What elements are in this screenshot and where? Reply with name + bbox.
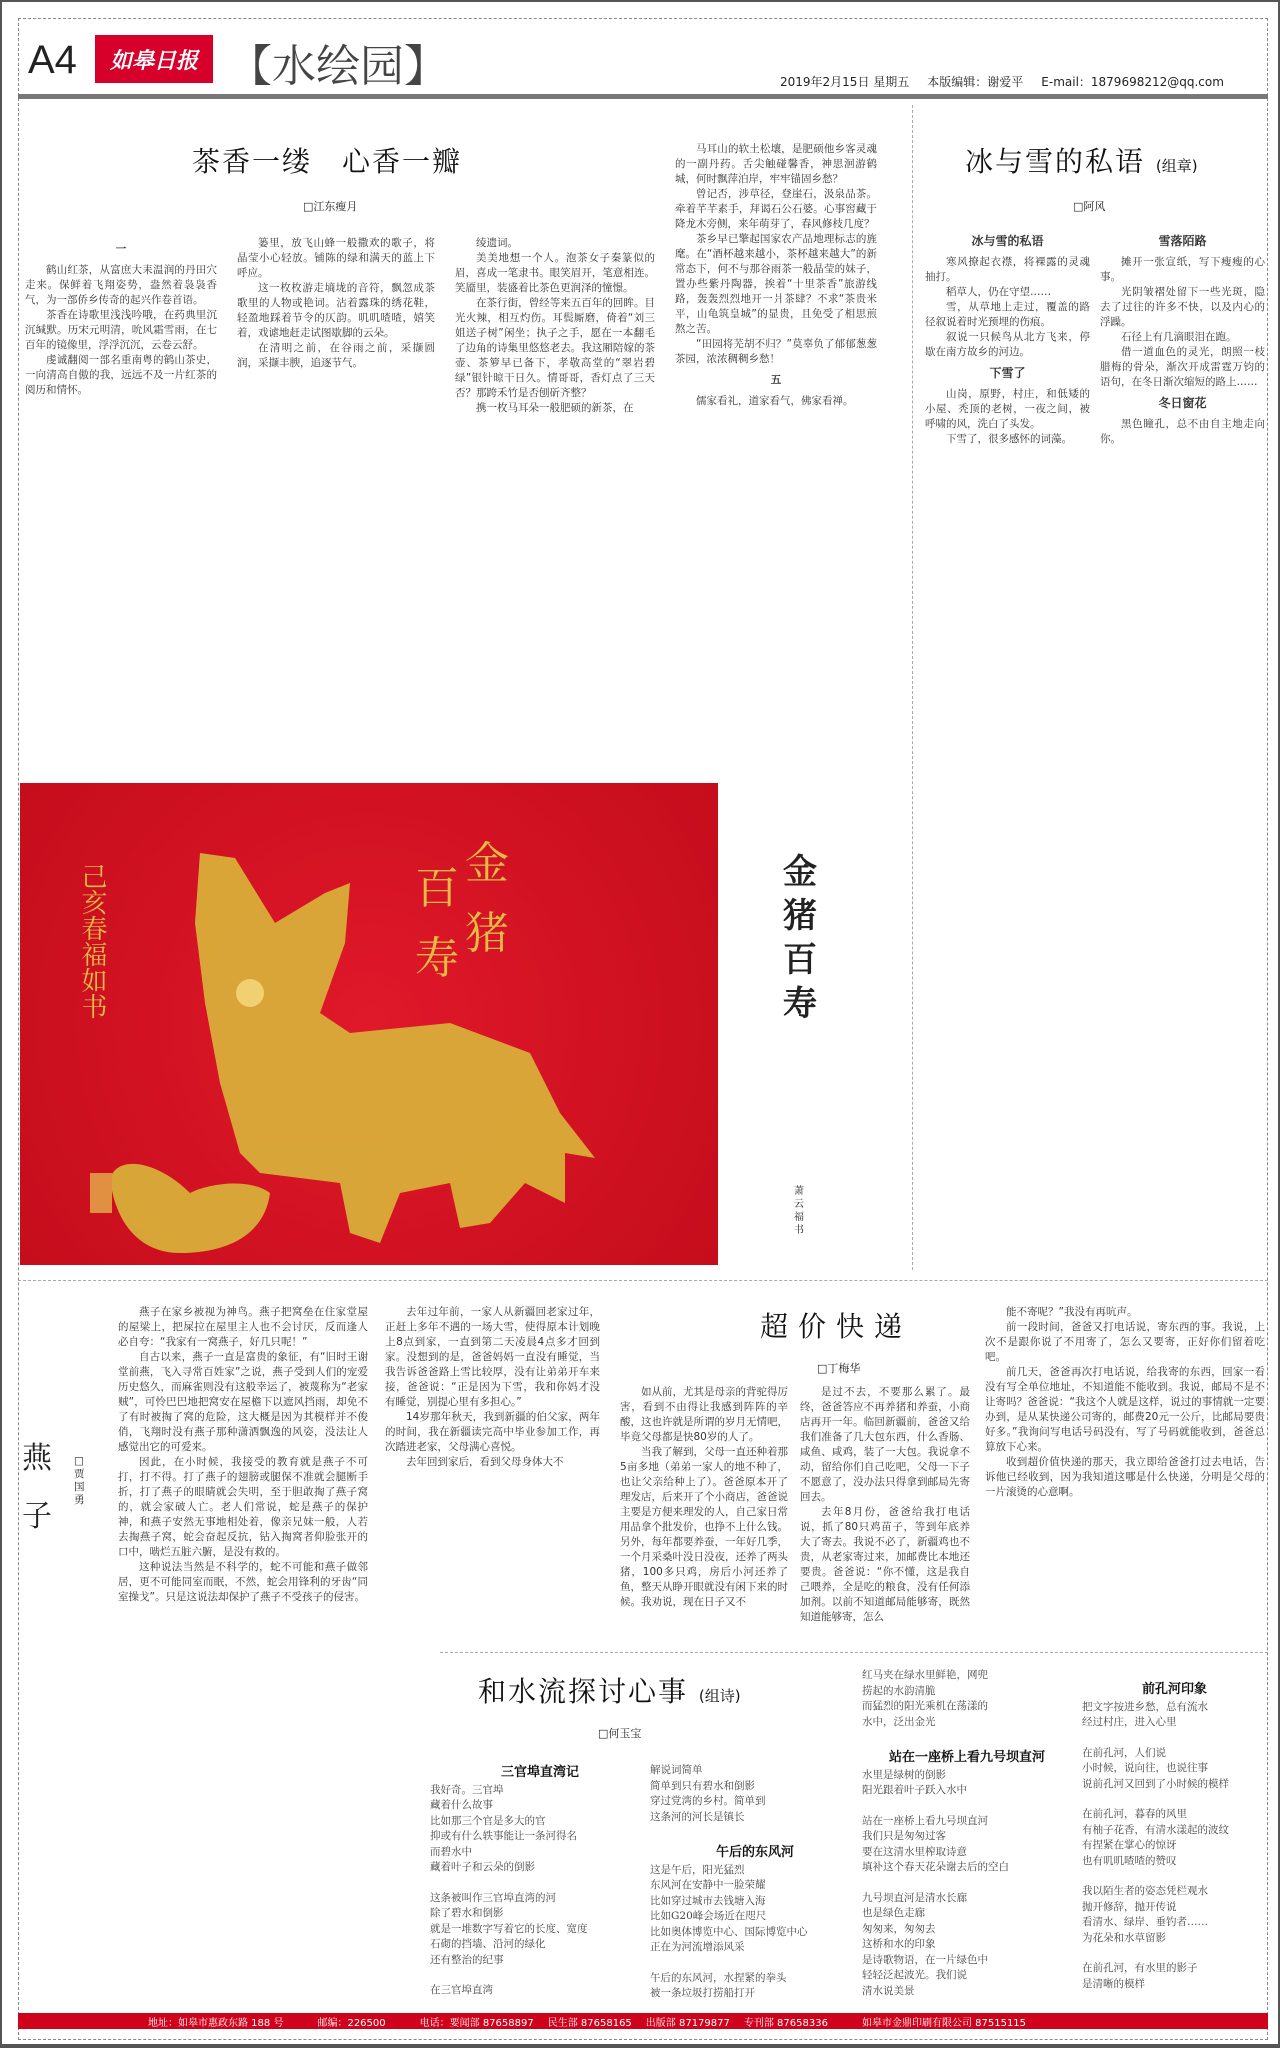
poem-line: 正在为河流增添风采 [650, 1941, 745, 1953]
poem-line: 这条河的河长是镇长 [650, 1810, 745, 1823]
poem-column-3 [862, 1668, 1072, 2013]
paragraph: 14岁那年秋天，我到新疆的伯父家，两年的时间，我在新疆读完高中毕业参加工作，再次踏进老家，父母满心喜悦。 [385, 1411, 600, 1453]
tea-column-4 [675, 142, 877, 736]
poem-line: 除了碧水和倒影 [430, 1907, 504, 1919]
footer-zhuankan: 专刊部 87658336 [743, 2017, 828, 2029]
poem-line: 有捏紧在掌心的惊讶 [1082, 1839, 1177, 1851]
paragraph: 茶乡早已擎起国家农产品地理标志的旌麾。在“酒杯越来越小，茶杯越来越大”的新常态下，何不与那谷雨茶一般晶莹的妹子，置办些紫丹陶器，挨着“十里茶香”旅游线路，轰轰烈烈地开一爿茶肆？不求“茶贵米平，山龟筑皇城”的显贵，且免受了相思煎熬之苦。 [675, 233, 877, 335]
paragraph: 燕子在家乡被视为神鸟。燕子把窝垒在住家堂屋的屋梁上，把屎拉在屋里主人也不会讨厌，反而逢人必自夸：“我家有一窝燕子，好几只呢！” [118, 1306, 368, 1348]
article-title-ice [965, 140, 1198, 180]
pig-illustration [20, 783, 718, 1265]
poem-line: 午后的东风河，水捏紧的拳头 [650, 1971, 787, 1984]
subheading: 冬日窗花 [1158, 396, 1207, 410]
section-divider-2 [440, 1652, 1268, 1653]
article-title-express: 超价快递 [760, 1310, 913, 1343]
footer-bar [18, 2013, 1268, 2029]
poem [430, 1765, 650, 1999]
poem-line: 小时候，说向往，也说往事 [1082, 1762, 1208, 1774]
red-seal [90, 1173, 112, 1213]
poem-line: 也有叽叽喳喳的赞叹 [1082, 1854, 1177, 1867]
paragraph: 前一段时间，爸爸又打电话说，寄东西的事。我说，上次不是跟你说了不用寄了，怎么又要寄，正好你们留着吃吧。 [985, 1321, 1265, 1363]
paragraph: 这一枚枚游走墒垅的音符，飘忽成茶歌里的人物或艳词。沾着露珠的绣花鞋，轻盈地踩着节令的仄韵。叽叽喳喳，嬉笑着，戏谑地赶走试图歇脚的云朵。 [237, 282, 435, 339]
poem-line: 东风河在安静中一脸荣耀 [650, 1879, 766, 1891]
article-title-river [478, 1670, 741, 1710]
paragraph: 借一道血色的灵光，朗照一枝腊梅的骨朵，渐次开成雷霆万钧的语句，在冬日渐次缩短的路上…… [1100, 346, 1265, 388]
footer-printer: 如皋市金鼎印刷有限公司 87515115 [861, 2017, 1027, 2029]
poem [862, 1750, 1072, 1999]
column-divider [912, 105, 913, 1270]
paragraph: 如从前，尤其是母亲的背驼得厉害，看到不由得让我感到阵阵的辛酸，这也许就是所谓的岁月无情吧，毕竟父母都是快80岁的人了。 [620, 1386, 788, 1443]
poem [650, 1763, 860, 1825]
footer-chuban: 出版部 87179877 [645, 2017, 730, 2029]
paragraph: 寒风撩起衣襟，将裸露的灵魂抽打。 [925, 256, 1090, 283]
paragraph: 黑色瞳孔，总不由自主地走向你。 [1100, 418, 1265, 445]
poem-line: 而猛烈的阳光乘机在荡漾的 [862, 1700, 988, 1712]
poem-line: 九号坝直河是清水长廊 [862, 1891, 967, 1904]
footer-address: 地址：如皋市惠政东路 188 号 [148, 2017, 284, 2029]
title-text: 冰与雪的私语 [965, 145, 1146, 178]
poem-line: 比如那三个官是多大的官 [430, 1814, 546, 1827]
masthead-meta [780, 73, 1224, 90]
paragraph: 马耳山的软土松壤，是肥硕他乡客灵魂的一副丹药。舌尖触碰馨香，神思洄游鹤城，何时飘萍泊岸，牢牢锚固乡愁？ [675, 143, 877, 185]
title-tag: (组章) [1155, 157, 1198, 175]
poem-line: 在三官埠直湾 [430, 1984, 493, 1996]
poem-line: 水中，泛出金光 [862, 1715, 936, 1728]
issue-date: 2019年2月15日 星期五 [780, 75, 910, 89]
byline-tea: □江东瘦月 [303, 200, 358, 213]
section-title: 【水绘园】 [228, 41, 448, 92]
article-title-tea: 茶香一缕 心香一瓣 [192, 145, 463, 178]
email: E-mail：1879698212@qq.com [1041, 75, 1224, 89]
poem-line: 捞起的水韵清脆 [862, 1684, 936, 1697]
poem-title: 午后的东风河 [715, 1845, 794, 1860]
express-column-4 [985, 1305, 1265, 1625]
poem-line: 阳光跟着叶子跃入水中 [862, 1784, 967, 1796]
paragraph: 这种说法当然是不科学的，蛇不可能和燕子做邻居，更不可能同室而眠，不然，蛇会用锋利的牙齿“同室操戈”。只是这说法却保护了燕子不受孩子的侵害。 [118, 1561, 368, 1603]
section-number: 一 [115, 243, 127, 255]
poem-line: 说前孔河又回到了小时候的模样 [1082, 1777, 1229, 1790]
subheading: 冰与雪的私语 [971, 234, 1044, 248]
paragraph: 能不寄呢？”我没有再吭声。 [1006, 1306, 1138, 1318]
poem-line: 把文字按进乡愁，总有流水 [1082, 1700, 1208, 1713]
stanza-break [1082, 1792, 1267, 1807]
ice-column-right [1100, 228, 1265, 1268]
poem-line: 穿过党湾的乡村。简单到 [650, 1795, 766, 1807]
footer-minsheng: 民生部 87658165 [547, 2017, 632, 2029]
express-column-3 [800, 1385, 970, 1625]
paragraph: 稻草人，仍在守望…… [946, 286, 1051, 298]
subheading: 雪落陌路 [1158, 234, 1207, 248]
stanza-break [430, 1968, 650, 1983]
express-column-1 [385, 1305, 600, 1650]
footer-postcode: 邮编：226500 [317, 2017, 386, 2029]
title-text: 和水流探讨心事 [478, 1675, 689, 1708]
poem-line: 这条被叫作三官埠直湾的河 [430, 1891, 556, 1904]
tea-column-3 [455, 236, 655, 736]
poem-line: 比如G20峰会场近在咫尺 [650, 1910, 767, 1922]
paragraph: 虔诚翻阅一部名重南粤的鹤山茶史，一向清高自傲的我，远远不及一片红茶的阅历和情怀。 [25, 354, 217, 396]
paragraph: 篓里，放飞山蜂一般撒欢的歌子，将晶莹小心轻放。铺陈的绿和满天的蓝上下呼应。 [237, 237, 435, 279]
poem-column-1 [430, 1763, 650, 2013]
header-rule [18, 94, 1268, 99]
paragraph: 茶香在诗歌里浅浅吟哦，在药典里沉沉缄默。历宋元明清，吮风霜雪雨，在七百年的镜像里，浮浮沉沉，云卷云舒。 [25, 309, 217, 351]
inscription-main-3: 猪 [465, 908, 509, 959]
stanza-break [430, 1876, 650, 1891]
poem [1082, 1682, 1267, 1992]
poem-line: 石砌的挡墙、沿河的绿化 [430, 1938, 546, 1950]
paragraph: “田园将芜胡不归？”莫辜负了郁郁葱葱茶园，浓浓稠稠乡愁！ [675, 338, 877, 365]
poem-line: 抑或有什么轶事能让一条河得名 [430, 1830, 577, 1842]
paragraph: 是过不去，不要那么累了。最终，爸爸答应不再养猪和养蚕，小商店再开一年。临回新疆前，爸爸又给我们准备了几大包东西，什么香肠、咸鱼、咸鸡，装了一大包。我说拿不动，留给你们自己吃吧，父母一下子不愿意了，没办法只得拿到邮局先寄回去。 [800, 1386, 970, 1503]
poem-line: 水里是绿树的倒影 [862, 1768, 946, 1781]
poem-line: 在前孔河，有水里的影子 [1082, 1962, 1198, 1974]
poem-line: 为花朵和水草留影 [1082, 1931, 1166, 1944]
poem-line: 有柚子花香，有清水漾起的波纹 [1082, 1823, 1229, 1836]
inscription-main-2: 百 [415, 863, 459, 914]
poem-title: 站在一座桥上看九号坝直河 [888, 1750, 1045, 1765]
paragraph: 当我了解到，父母一直还种着那5亩多地（弟弟一家人的地不种了，也让父亲给种上了）。爸爸原本开了理发店，后来开了个小商店，爸爸说主要是方便来理发的人，自己家日常用品拿个批发价，也挣不上什么钱。另外，每年都要养蚕，一年好几季，一个月采桑叶没日没夜，还养了两头猪，100多只鸡，房后小河还养了鱼，整天从睁开眼就没有闲下来的时候。我劝说，现在日子又不 [620, 1446, 788, 1608]
paragraph: 收到超价值快递的那天，我立即给爸爸打过去电话，告诉他已经收到，因为我知道这哪是什么快递，分明是父母的一片滚烫的心意啊。 [985, 1456, 1265, 1498]
pig-snout [236, 979, 264, 1007]
paragraph: 去年8月份，爸爸给我打电话说，抓了80只鸡苗子，等到年底养大了寄去。我说不必了，新疆鸡也不贵，从老家寄过来，加邮费比本地还要贵。爸爸说：“你不懂，这是我自己喂养，全是吃的粮食，没有任何添加剂。以前不知道邮局能够寄，既然知道能够寄，怎么 [800, 1506, 970, 1623]
title-tag: (组诗) [698, 1687, 741, 1705]
poem-title: 三官埠直湾记 [500, 1765, 579, 1780]
inscription-main-1: 金 [465, 838, 509, 889]
section-number: 五 [770, 374, 782, 386]
poem-line: 还有整治的纪事 [430, 1953, 504, 1966]
inscription-main-4: 寿 [415, 933, 459, 984]
poem-line: 匆匆来，匆匆去 [862, 1922, 936, 1935]
article-title-swallow: 燕子 [22, 1441, 52, 1534]
byline-ice: □阿风 [1073, 200, 1106, 213]
paragraph: 曾记否，涉草径，登崖石，汲泉品茶。牵着芊芊素手，拜谒石公石婆。心事窖藏于降龙木旁侧，来年萌芽了，春风修枝几度？ [675, 188, 877, 230]
paragraph: 儒家看礼，道家看气，佛家看禅。 [696, 395, 854, 407]
stanza-break [1082, 1731, 1267, 1746]
poem-line: 藏着叶子和云朵的倒影 [430, 1861, 535, 1873]
paragraph: 携一枚马耳朵一般肥硕的新茶，在 [476, 402, 634, 414]
tea-column-2 [237, 236, 435, 736]
poem-line: 轻轻泛起波光。我们说 [862, 1969, 967, 1981]
paragraph: 雪，从草地上走过，覆盖的路径叙说着时光预埋的伤痕。 [925, 301, 1090, 328]
inscription-side: 己亥春福如书 [77, 863, 107, 1019]
poem-line: 清水说美景 [862, 1984, 915, 1997]
poem-line: 被一条垃圾打捞船打开 [650, 1987, 755, 1999]
paragraph: 美美地想一个人。泡茶女子秦篆似的眉，喜成一笔隶书。眼笑眉开，笔意相连。笑靥里，装盛着比茶色更润泽的憧憬。 [455, 252, 655, 294]
poem-line: 是诗歌物语，在一片绿色中 [862, 1953, 988, 1966]
poem-line: 抛开修辞，抛开传说 [1082, 1900, 1177, 1913]
poem-line: 这是午后，阳光猛烈 [650, 1863, 745, 1876]
swallow-column [118, 1305, 368, 2010]
poem-line: 比如穿过城市去钱塘入海 [650, 1894, 766, 1907]
section-divider [18, 1280, 1268, 1281]
ice-column-left [925, 228, 1090, 1268]
artwork-credit: 萧云福书 [794, 1186, 804, 1236]
paragraph: 去年过年前，一家人从新疆回老家过年，正赶上多年不遇的一场大雪，使得原本计划晚上8点到家，一直到第二天凌晨4点多才回到家。没想到的是，爸爸妈妈一直没有睡觉，当我告诉爸爸路上雪比较厚，没有让弟弟开车来接，爸爸说：“正是因为下雪，我和你妈才没有睡觉，别提心里有多担心。” [385, 1306, 600, 1408]
paragraph: 下雪了，很多感怀的词藻。 [946, 433, 1072, 445]
paragraph: 前几天，爸爸再次打电话说，给我寄的东西，回家一看没有写全单位地址，不知道能不能收到。我说，邮局不是不让寄吗？爸爸说：“我这个人就是这样，说过的事情就一定要办到，是从某快递公司寄的，邮费20元一公斤，比邮局要贵好多。”我询问写电话号码没有，写了号码就能收到，爸爸总算放下心来。 [985, 1366, 1265, 1453]
poem-line: 在前孔河，人们说 [1082, 1746, 1166, 1759]
poem-line: 要在这清水里榨取诗意 [862, 1845, 967, 1858]
artwork-caption: 金猪百寿 [783, 852, 817, 1024]
paragraph: 自古以来，燕子一直是富贵的象征，有“旧时王谢堂前燕，飞入寻常百姓家”之说，燕子受到人们的宠爱历史悠久，而麻雀则没有这般幸运了，被蔑称为“老家贼”，可怜巴巴地把窝安在屋檐下以遮风挡雨，却免不了有时被掏了窝的危险，这大概是因为其模样并不俊俏，飞翔时没有燕子那种潇洒飘逸的风姿，没法让人感觉出它的可爱来。 [118, 1351, 368, 1453]
express-column-2 [620, 1385, 788, 1625]
byline-express: □丁梅华 [817, 1362, 861, 1375]
paragraph: 鹤山红茶，从富庶大耒温润的丹田穴走来。保鲜着飞翔姿势，盎然着袅袅香气，为一部侨乡传奇的起兴作卷首语。 [25, 264, 217, 306]
poem-line: 比如奥体博览中心、国际博览中心 [650, 1925, 808, 1938]
poem-line: 我好奇。三官埠 [430, 1783, 504, 1796]
poem-line: 我以陌生者的姿态凭栏观水 [1082, 1885, 1208, 1897]
poem-line: 经过村庄，进入心里 [1082, 1716, 1177, 1728]
paragraph: 叙说一只候鸟从北方飞来，停歇在南方故乡的河边。 [925, 331, 1090, 358]
poem-line: 解说词简单 [650, 1764, 703, 1776]
golden-pig-artwork [20, 783, 718, 1265]
stanza-break [1082, 1869, 1267, 1884]
paragraph: 摊开一张宣纸，写下瘦瘦的心事。 [1100, 256, 1265, 283]
stanza-break [862, 1876, 1072, 1891]
paragraph: 光阴皱褶处留下一些光斑，隐去了过往的许多不快，以及内心的浮躁。 [1100, 286, 1265, 328]
poem-line: 就是一堆数字写着它的长度、宽度 [430, 1922, 588, 1935]
stanza-break [1082, 1946, 1267, 1961]
paragraph: 在清明之前，在谷雨之前，采撷圆润，采撷丰腴，追逐节气。 [237, 342, 435, 369]
subheading: 下雪了 [989, 366, 1026, 380]
poem-line: 红马夹在绿水里鲜艳，网兜 [862, 1669, 988, 1681]
byline-swallow: □贾国勇 [74, 1455, 85, 1506]
tea-column-1 [25, 236, 217, 736]
poem-line: 看清水、绿岸、垂钓者…… [1082, 1916, 1208, 1928]
byline-river: □何玉宝 [598, 1727, 642, 1740]
poem-line: 也是绿色走廊 [862, 1907, 925, 1919]
poem-line: 在前孔河，暮春的风里 [1082, 1808, 1187, 1820]
stanza-break [650, 1956, 860, 1971]
poem [862, 1668, 1072, 1730]
editor: 本版编辑：谢爱平 [927, 75, 1024, 89]
footer-phone: 电话：要闻部 87658897 [419, 2017, 534, 2029]
paragraph: 石径上有几滴眼泪在跑。 [1121, 331, 1237, 343]
poem-line: 我们只是匆匆过客 [862, 1830, 946, 1842]
paragraph: 因此，在小时候，我接受的教育就是燕子不可打，打不得。打了燕子的翅膀或腿保不准就会腿断手折，打了燕子的眼睛就会失明，至于胆敢掏了燕子窝的，就会家破人亡。老人们常说，蛇是燕子的保护神，和燕子安然无事地相处着，像亲兄妹一般，人若去掏燕子窝，蛇会奋起反抗，钻入掏窝者仰脸张开的口中，啮烂五脏六腑，是没有救的。 [118, 1456, 368, 1558]
paragraph: 绫遗词。 [476, 237, 518, 249]
poem-title: 前孔河印象 [1141, 1682, 1207, 1697]
newspaper-logo: 如皋日报 [95, 35, 213, 83]
poem-column-4 [1082, 1680, 1267, 2013]
poem-line: 是清晰的模样 [1082, 1977, 1145, 1990]
paragraph: 山岗，原野，村庄，和低矮的小屋、秃顶的老树，一夜之间，被呼啸的风，洗白了头发。 [925, 388, 1090, 430]
poem-line: 简单到只有碧水和倒影 [650, 1779, 755, 1792]
poem [650, 1845, 860, 2002]
poem-line: 填补这个春天花朵谢去后的空白 [862, 1861, 1009, 1873]
poem-column-2 [650, 1763, 860, 2013]
poem-line: 站在一座桥上看九号坝直河 [862, 1814, 988, 1827]
paragraph: 去年回到家后，看到父母身体大不 [406, 1456, 564, 1468]
poem-line: 这桥和水的印象 [862, 1938, 936, 1950]
poem-line: 藏着什么故事 [430, 1799, 493, 1811]
stanza-break [862, 1799, 1072, 1814]
poem-line: 而碧水中 [430, 1845, 472, 1858]
paragraph: 在茶行街，曾经等来五百年的回眸。目光火辣，相互灼伤。耳鬓厮磨，倚着“刘三姐送子树”闲坐；执子之手，愿在一本翻毛了边角的诗集里悠悠老去。我这厢陪嫁的茶壶、茶箩早已备下，孝敬高堂的“翠岩碧绿”银针晾干日久。情哥哥，香灯点了三天否？那跨禾竹是否刨斫齐整？ [455, 297, 655, 399]
page-number: A4 [28, 38, 77, 82]
